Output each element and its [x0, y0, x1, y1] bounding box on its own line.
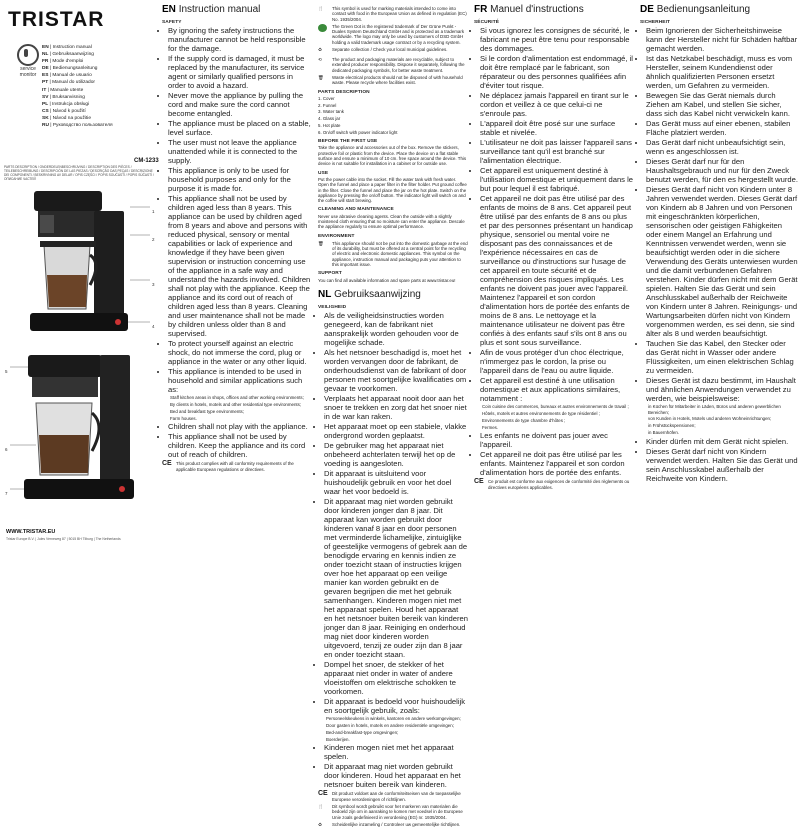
- language-list: [42, 44, 157, 129]
- ce-mark-icon: CE: [318, 790, 328, 798]
- english-column: [162, 4, 312, 572]
- list-item: • Dieses Gerät ist dazu bestimmt, im Haushalt und ähnlichen Anwendungen verwendet zu werden, wie beispielsweise:: [646, 376, 798, 403]
- usage-sub-list: [474, 404, 634, 430]
- list-item: • Ne déplacez jamais l'appareil en tirant sur le cordon et veillez à ce que celui-ci ne s'enroule pas.: [480, 91, 634, 118]
- cover-column: [0, 0, 160, 575]
- language-item: DE | Bedienungsanleitung: [42, 66, 98, 72]
- ce-mark-icon: CE: [162, 460, 172, 468]
- list-item: 5. Hot plate: [318, 123, 341, 129]
- list-item: • Dit apparaat is uitsluitend voor huishoudelijk gebruik en voor het doel waar het voor bedoeld is.: [324, 469, 468, 496]
- green-dot-note: The Green Dot is the registered trademark of Der Grüne Punkt - Duales System Deutschland GmbH and is protected as a trademark worldwide. The logo may only be used by customers of DSD GmbH holding a valid trademark usage contract or by a recycling system.: [318, 24, 468, 45]
- section-title: FR Manuel d'instructions: [474, 4, 584, 15]
- safety-heading: SÉCURITÉ: [474, 20, 500, 25]
- safety-list: [474, 26, 634, 403]
- list-item: • Si le cordon d'alimentation est endommagé, il doit être remplacé par le fabricant, son réparateur ou des personnes qualifiées afin d'éviter tout risque.: [480, 54, 634, 90]
- weee-note: 🗑 Waste electrical products should not be disposed of with household waste. Please recycle where facilities exist.: [318, 74, 463, 86]
- list-item: • Les enfants ne doivent pas jouer avec l'appareil.: [480, 431, 634, 449]
- language-item: EN | Instruction manual: [42, 45, 92, 50]
- use-heading: USE: [318, 170, 329, 176]
- list-item: • Si vous ignorez les consignes de sécurité, le fabricant ne peut être tenu pour responsable des dommages.: [480, 26, 634, 53]
- language-item: NL | Gebruiksaanwijzing: [42, 52, 94, 58]
- list-item: • Dit apparaat mag niet worden gebruikt door kinderen jonger dan 8 jaar. Dit apparaat kan worden gebruikt door kinderen vanaf 8 jaar en door personen met verminderde lichamelijke, zintuiglijke of geestelijke vermogens of gebrek aan de benodigde ervaring en kennis indien ze onder toezicht staan of instructies krijgen over hoe het apparaat op een veilige manier kan worden gebruikt en de gevaren begrijpen die met het gebruik samenhangen. Kinderen mogen niet met het apparaat spelen. Houd het apparaat en het netsnoer buiten bereik van kinderen jonger dan 8 jaar. Reiniging en onderhoud mag niet door kinderen worden uitgevoerd, tenzij ze ouder zijn dan 8 jaar en onder toezicht staan.: [324, 497, 468, 659]
- list-item: • This appliance is intended to be used in household and similar applications such as:: [168, 367, 312, 394]
- use-text: Put the power cable into the socket. Fill the water tank with fresh water. Open the funnel and place a paper filter in the filter holder. Put ground coffee in the filter. Close the funnel and place the jar on the hot plate. Switch on the appliance by pressing the on/off button. The indicator light will switch on and the coffee will start brewing.: [318, 176, 467, 204]
- safety-heading: SICHERHEIT: [640, 20, 671, 25]
- product-illustration: [4, 185, 158, 525]
- ce-note: CE Dit product voldoet aan de conformiteitseisen van de toepasselijke Europese verordeningen of richtlijnen.: [318, 790, 461, 802]
- language-item: PL | Instrukcja obsługi: [42, 101, 90, 107]
- english-column-continued: [318, 4, 468, 827]
- crossed-bin-icon: 🗑: [318, 240, 324, 246]
- company-address: Tristar Europe B.V. | Jules Verneweg 87 | 5015 BH Tilburg | The Netherlands: [6, 537, 121, 541]
- environment-heading: ENVIRONMENT: [318, 233, 355, 239]
- coffee-maker-drawing: [4, 185, 158, 525]
- list-item: • Dieses Gerät darf nicht von Kindern verwendet werden. Halten Sie das Gerät und sein Anschlusskabel außerhalb der Reichweite von Kindern.: [646, 447, 798, 483]
- safety-list: [318, 311, 468, 715]
- list-item: Farm houses.: [170, 415, 197, 421]
- list-item: 3. Water tank: [318, 109, 344, 115]
- list-item: • Beim Ignorieren der Sicherheitshinweise kann der Hersteller nicht für Schäden haftbar gemacht werden.: [646, 26, 798, 53]
- list-item: • L'appareil doit être posé sur une surface stable et nivelée.: [480, 119, 634, 137]
- list-item: Fermes.: [482, 424, 499, 430]
- list-item: • The user must not leave the appliance unattended while it is connected to the supply.: [168, 138, 312, 165]
- glass-fork-icon: 🍴: [318, 804, 324, 810]
- section-title: DE Bedienungsanleitung: [640, 4, 751, 15]
- list-item: • Dieses Gerät darf nur für den Haushaltsgebrauch und nur für den Zweck benutzt werden, für den es hergestellt wurde.: [646, 157, 798, 184]
- service-monitor-icon: [17, 44, 39, 66]
- safety-list-continued: [162, 422, 312, 459]
- safety-list-continued: [474, 431, 634, 477]
- safety-list: [162, 26, 312, 394]
- usage-sub-list: [318, 716, 468, 742]
- recycle-icon: ♻: [318, 821, 322, 827]
- list-item: • Children shall not play with the appliance.: [168, 422, 312, 431]
- list-item: • To protect yourself against an electric shock, do not immerse the cord, plug or appliance in the water or any other liquid.: [168, 339, 312, 366]
- list-item: Boerderijen.: [326, 736, 350, 742]
- list-item: • By ignoring the safety instructions the manufacturer cannot be held responsible for the damage.: [168, 26, 312, 53]
- list-item: Coin cuisine des commerces, bureaux et autres environnements de travail ;: [482, 404, 629, 410]
- list-item: • Dieses Gerät darf nicht von Kindern unter 8 Jahren verwendet werden. Dieses Gerät darf von Kindern ab 8 Jahren und von Personen mit eingeschränkten körperlichen, sensorischen oder geistigen Fähigkeiten oder einem Mangel an Erfahrung und Kenntnissen verwendet werden, wenn sie beaufsichtigt werden oder in die sichere Verwendung des Geräts unterwiesen wurden und die damit verbundenen Gefahren verstehen. Kinder dürfen nicht mit dem Gerät spielen. Halten Sie das Gerät und sein Anschlusskabel außerhalb der Reichweite von Kindern unter 8 Jahren. Reinigungs- und Wartungsarbeiten dürfen nicht von Kindern vorgenommen werden, es sei denn, sie sind älter als 8 und werden beaufsichtigt.: [646, 185, 798, 338]
- crossed-bin-icon: 🗑: [318, 74, 324, 80]
- cleaning-text: Never use abrasive cleaning agents. Clean the outside with a slightly moistened cloth ensuring that no moisture can enter the appliance. Descale the appliance regularly to ensure optimal performance.: [318, 213, 465, 230]
- safety-list-continued: [640, 437, 798, 483]
- list-item: • Cet appareil ne doit pas être utilisé par des enfants de moins de 8 ans. Cet appareil peut être utilisé par des enfants de 8 ans ou plus et par des personnes présentant un handicap physique, sensoriel ou mental voire ne disposant pas des connaissances et de l'expérience nécessaires en cas de surveillance ou d'instructions sur l'usage de cet appareil en toute sécurité et de compréhension des risques impliqués. Les enfants ne doivent pas jouer avec l'appareil. Maintenez l'appareil et son cordon d'alimentation hors de portée des enfants de moins de 8 ans. Le nettoyage et la maintenance utilisateur ne doivent pas être confiés à des enfants sauf s'ils ont 8 ans ou plus et sont sous surveillance.: [480, 194, 634, 347]
- list-item: By clients in hotels, motels and other residential type environments;: [170, 402, 302, 408]
- list-item: in Küchen für Mitarbeiter in Läden, Büros und anderen gewerblichen Bereichen;: [648, 404, 781, 415]
- list-item: • The appliance must be placed on a stable, level surface.: [168, 119, 312, 137]
- list-item: • Afin de vous protéger d'un choc électrique, n'immergez pas le cordon, la prise ou l'appareil dans de l'eau ou autre liquide.: [480, 348, 634, 375]
- usage-sub-list: [162, 395, 312, 421]
- separate-collection-note: ♻ Scheidenlijke inzameling / Controleer uw gemeentelijke richtlijnen.: [318, 822, 468, 830]
- list-item: • Das Gerät muss auf einer ebenen, stabilen Fläche platziert werden.: [646, 119, 798, 137]
- list-item: Environnements de type chambre d'hôtes ;: [482, 417, 566, 423]
- section-title: NL Gebruiksaanwijzing: [318, 288, 421, 300]
- language-item: SK | Návod na použitie: [42, 115, 91, 121]
- list-item: Personeelskeukens in winkels, kantoren en andere werkomgevingen;: [326, 716, 461, 722]
- coffee-maker-top-illustration: [30, 191, 150, 331]
- language-item: PT | Manual do utilizador: [42, 80, 95, 86]
- before-first-use-text: Take the appliance and accessories out of the box. Remove the stickers, protective foil or plastic from the device. Place the device on a flat stable surface and ensure a minimum of 10 cm. free space around the device. This device is not suitable for installation in a cabinet or for outside use.: [318, 145, 467, 167]
- list-item: • Als de veiligheidsinstructies worden genegeerd, kan de fabrikant niet aansprakelijk worden gehouden voor de mogelijke schade.: [324, 311, 468, 347]
- list-item: 2. Funnel: [318, 102, 337, 108]
- list-item: • If the supply cord is damaged, it must be replaced by the manufacturer, its service agent or similarly qualified persons in order to avoid a hazard.: [168, 54, 312, 90]
- list-item: • Het apparaat moet op een stabiele, vlakke ondergrond worden geplaatst.: [324, 422, 468, 440]
- language-item: FR | Mode d'emploi: [42, 59, 84, 65]
- ce-note: CE Ce produit est conforme aux exigences de conformité des règlements ou directives européens applicables.: [474, 478, 630, 490]
- monitor-label: monitor: [19, 72, 37, 78]
- recycle-icon: ♻: [318, 47, 322, 53]
- list-item: • This appliance is only to be used for household purposes and only for the purpose it is made for.: [168, 166, 312, 193]
- list-item: 6. On/off switch with power indicator light: [318, 129, 398, 135]
- list-item: 1. Cover: [318, 95, 335, 101]
- green-dot-icon: [318, 24, 327, 32]
- list-item: • Dit apparaat mag niet worden gebruikt door kinderen. Houd het apparaat en het netsnoer buiten bereik van kinderen.: [324, 762, 468, 789]
- language-item: ES | Manual de usuario: [42, 73, 92, 79]
- list-item: • Das Gerät darf nicht unbeaufsichtigt sein, wenn es angeschlossen ist.: [646, 138, 798, 156]
- list-item: • De gebruiker mag het apparaat niet onbeheerd achterlaten terwijl het op de voeding is aangesloten.: [324, 441, 468, 468]
- list-item: • Dompel het snoer, de stekker of het apparaat niet onder in water of andere vloeistoffen om elektrische schokken te voorkomen.: [324, 660, 468, 696]
- callout-label: 4: [152, 324, 155, 329]
- cleaning-heading: CLEANING AND MAINTENANCE: [318, 207, 394, 213]
- callout-label: 5: [5, 369, 8, 374]
- list-item: • L'utilisateur ne doit pas laisser l'appareil sans surveillance tant qu'il est branché sur l'alimentation électrique.: [480, 138, 634, 165]
- safety-list-continued: [318, 743, 468, 789]
- list-item: 4. Glass jar: [318, 116, 341, 122]
- parts-description-caption: PARTS DESCRIPTION / ONDERDELENBESCHRIJVING / DESCRIPTION DES PIÈCES / TEILEBESCHREIBUNG / DESCRIPCIÓN DE LAS PIEZAS / DESCRIÇÃO DAS PEÇAS / DESCRIZIONE DEI COMPONENTI / BESKRIVNING AV DELAR / OPIS CZĘŚCI / POPIS SOUČÁSTÍ / POPIS SÚČASTÍ / ОПИСАНИЕ ЧАСТЕЙ: [4, 165, 154, 181]
- callout-label: 3: [152, 282, 155, 287]
- list-item: in Bauernhöfen.: [648, 429, 680, 435]
- list-item: Door gasten in hotels, motels en andere residentiële omgevingen;: [326, 723, 454, 729]
- list-item: • Never move the appliance by pulling the cord and make sure the cord cannot become entangled.: [168, 91, 312, 118]
- separate-collection-note: ♻ Separate collection / Check your local municipal guidelines.: [318, 47, 468, 55]
- language-item: CS | Návod k použití: [42, 108, 86, 114]
- list-item: • This appliance shall not be used by children. Keep the appliance and its cord out of reach of children.: [168, 432, 312, 459]
- list-item: • Als het netsnoer beschadigd is, moet het worden vervangen door de fabrikant, de onderhoudsdienst van de fabrikant of door personen met soortgelijke kwalificaties om gevaar te voorkomen.: [324, 348, 468, 393]
- callout-label: 1: [152, 209, 155, 214]
- callout-label: 6: [5, 447, 8, 452]
- recyclable-note: ⟲ The product and packaging materials are recyclable, subject to extended producer responsibility. Dispose it separately, following the dedicated packaging symbols, for better waste treatment.: [318, 57, 465, 73]
- callout-label: 2: [152, 237, 155, 242]
- list-item: • Bewegen Sie das Gerät niemals durch Ziehen am Kabel, und stellen Sie sicher, dass sich das Kabel nicht verwickeln kann.: [646, 91, 798, 118]
- glass-fork-icon: 🍴: [318, 6, 324, 11]
- list-item: • Cet appareil ne doit pas être utilisé par les enfants. Maintenez l'appareil et son cordon d'alimentation hors de portée des enfants.: [480, 450, 634, 477]
- safety-heading: SAFETY: [162, 20, 182, 25]
- french-column: [474, 4, 634, 572]
- list-item: • Ist das Netzkabel beschädigt, muss es vom Hersteller, seinem Kundendienst oder ähnlich qualifizierten Personen ersetzt werden, um Gefahren zu vermeiden.: [646, 54, 798, 90]
- service-label: service: [20, 66, 36, 72]
- list-item: in Frühstückspensionen;: [648, 423, 696, 429]
- list-item: • Verplaats het apparaat nooit door aan het snoer te trekken en zorg dat het snoer niet in de war kan raken.: [324, 394, 468, 421]
- german-column: [640, 4, 798, 572]
- safety-list: [640, 26, 798, 403]
- callout-label: 7: [5, 491, 8, 496]
- list-item: Bed-and-breakfast-type omgevingen;: [326, 729, 399, 735]
- model-number: CM-1233: [134, 158, 159, 164]
- triman-icon: ⟲: [318, 57, 322, 63]
- list-item: von Kunden in Hotels, Motels und anderen Wohneinrichtungen;: [648, 416, 772, 422]
- support-heading: SUPPORT: [318, 271, 342, 277]
- section-title: EN Instruction manual: [162, 4, 261, 15]
- ce-note: CE This product complies with all conformity requirements of the applicable European regulations or directives.: [162, 460, 294, 472]
- website-url: WWW.TRISTAR.EU: [6, 529, 56, 535]
- environment-note: 🗑 This appliance should not be put into the domestic garbage at the end of its durability, but must be offered at a central point for the recycling of electric and electronic domestic appliances. This symbol on the appliance, instruction manual and packaging puts your attention to this important issue.: [318, 240, 468, 268]
- ce-mark-icon: CE: [474, 478, 484, 486]
- list-item: • Dit apparaat is bedoeld voor huishoudelijk en soortgelijk gebruik, zoals:: [324, 697, 468, 715]
- before-first-use-heading: BEFORE THE FIRST USE: [318, 139, 378, 145]
- list-item: Bed and breakfast type environments;: [170, 408, 244, 414]
- list-item: • Kinder dürfen mit dem Gerät nicht spielen.: [646, 437, 798, 446]
- tristar-logo: TRISTAR: [8, 8, 105, 31]
- food-contact-note: 🍴 This symbol is used for marking materials intended to come into contact with food in the European Union as defined in regulation (EC) No. 1935/2004.: [318, 6, 467, 22]
- language-item: IT | Manuale utente: [42, 87, 84, 93]
- parts-heading: PARTS DESCRIPTION: [318, 89, 370, 95]
- list-item: • This appliance shall not be used by children aged less than 8 years. This appliance can be used by children aged from 8 years and above and persons with reduced physical, sensory or mental capabilities or lack of experience and knowledge if they have been given supervision or instruction concerning use of the appliance in a safe way and understand the hazards involved. Children shall not play with the appliance. Keep the appliance and its cord out of reach of children aged less than 8 years. Cleaning and user maintenance shall not be made by children unless older than 8 and supervised.: [168, 194, 312, 338]
- list-item: Staff kitchen areas in shops, offices and other working environments;: [170, 395, 304, 401]
- list-item: • Kinderen mogen niet met het apparaat spelen.: [324, 743, 468, 761]
- list-item: Hôtels, motels et autres environnements de type résidentiel ;: [482, 411, 600, 417]
- food-contact-note: 🍴 Dit symbool wordt gebruikt voor het markeren van materialen die bedoeld zijn om in aanraking te komen met voedsel in de Europese Unie zoals gedefinieerd in verordening (EG) nr. 1935/2004.: [318, 804, 463, 820]
- safety-heading: VEILIGHEID: [318, 304, 347, 310]
- list-item: • Cet appareil est destiné à une utilisation domestique et aux applications similaires, notamment :: [480, 376, 634, 403]
- usage-sub-list: [640, 404, 798, 435]
- support-text: You can find all available information and spare parts at www.tristar.eu!: [318, 277, 456, 283]
- list-item: • Cet appareil est uniquement destiné à l'utilisation domestique et uniquement dans le but pour lequel il est fabriqué.: [480, 166, 634, 193]
- coffee-maker-bottom-illustration: [10, 355, 134, 499]
- language-item: RU | Руководство пользователя: [42, 123, 113, 129]
- list-item: • Tauchen Sie das Kabel, den Stecker oder das Gerät nicht in Wasser oder andere Flüssigkeiten, um einen elektrischen Schlag zu vermeiden.: [646, 339, 798, 375]
- language-item: SV | Bruksanvisning: [42, 94, 85, 100]
